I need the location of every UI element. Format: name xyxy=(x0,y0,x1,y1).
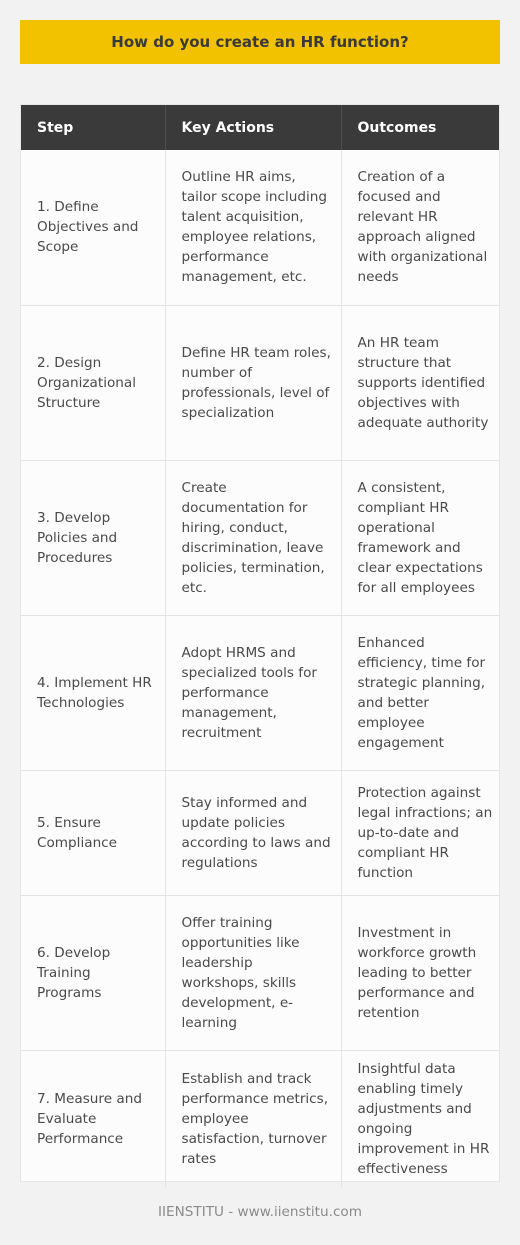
step-cell: 7. Measure and Evaluate Performance xyxy=(21,1050,165,1188)
actions-cell: Establish and track performance metrics, employee satisfaction, turnover rates xyxy=(165,1050,341,1188)
actions-cell: Define HR team roles, number of professionals, level of specialization xyxy=(165,305,341,460)
table-row xyxy=(21,460,499,615)
table-body xyxy=(21,150,499,1188)
table-row xyxy=(21,615,499,770)
table-row xyxy=(21,1050,499,1188)
table-row xyxy=(21,305,499,460)
outcomes-cell: Enhanced efficiency, time for strategic planning, and better employee engagement xyxy=(341,615,499,770)
header-step: Step xyxy=(21,105,165,150)
footer-credit: IIENSTITU - www.iienstitu.com xyxy=(158,1204,362,1220)
step-cell: 3. Develop Policies and Procedures xyxy=(21,460,165,615)
step-cell: 5. Ensure Compliance xyxy=(21,770,165,895)
table-row xyxy=(21,770,499,895)
actions-cell: Outline HR aims, tailor scope including talent acquisition, employee relations, performance management, etc. xyxy=(165,150,341,305)
hr-steps-table-container xyxy=(20,104,500,1182)
outcomes-cell: Insightful data enabling timely adjustments and ongoing improvement in HR effectiveness xyxy=(357,1061,490,1178)
hr-steps-table xyxy=(21,105,499,1188)
title-banner xyxy=(20,20,500,64)
step-cell: 2. Design Organizational Structure xyxy=(21,305,165,460)
page-title: How do you create an HR function? xyxy=(111,33,409,51)
header-key-actions: Key Actions xyxy=(165,105,341,150)
table-row xyxy=(21,895,499,1050)
step-cell: 4. Implement HR Technologies xyxy=(21,615,165,770)
actions-cell: Offer training opportunities like leadership workshops, skills development, e-learning xyxy=(165,895,341,1050)
outcomes-cell: Creation of a focused and relevant HR approach aligned with organizational needs xyxy=(341,150,499,305)
table-row xyxy=(21,150,499,305)
outcomes-cell: Protection against legal infractions; an up-to-date and compliant HR function xyxy=(341,770,499,895)
outcomes-cell: An HR team structure that supports identified objectives with adequate authority xyxy=(341,305,499,460)
actions-cell: Stay informed and update policies according to laws and regulations xyxy=(165,770,341,895)
step-cell: 1. Define Objectives and Scope xyxy=(21,150,165,305)
actions-cell: Adopt HRMS and specialized tools for performance management, recruitment xyxy=(165,615,341,770)
outcomes-cell: A consistent, compliant HR operational framework and clear expectations for all employees xyxy=(341,460,499,615)
outcomes-cell: Investment in workforce growth leading to better performance and retention xyxy=(341,895,499,1050)
step-cell: 6. Develop Training Programs xyxy=(21,895,165,1050)
header-row xyxy=(21,105,499,150)
header-outcomes: Outcomes xyxy=(341,105,499,150)
table-header xyxy=(21,105,499,150)
actions-cell: Create documentation for hiring, conduct, discrimination, leave policies, termination, etc. xyxy=(165,460,341,615)
